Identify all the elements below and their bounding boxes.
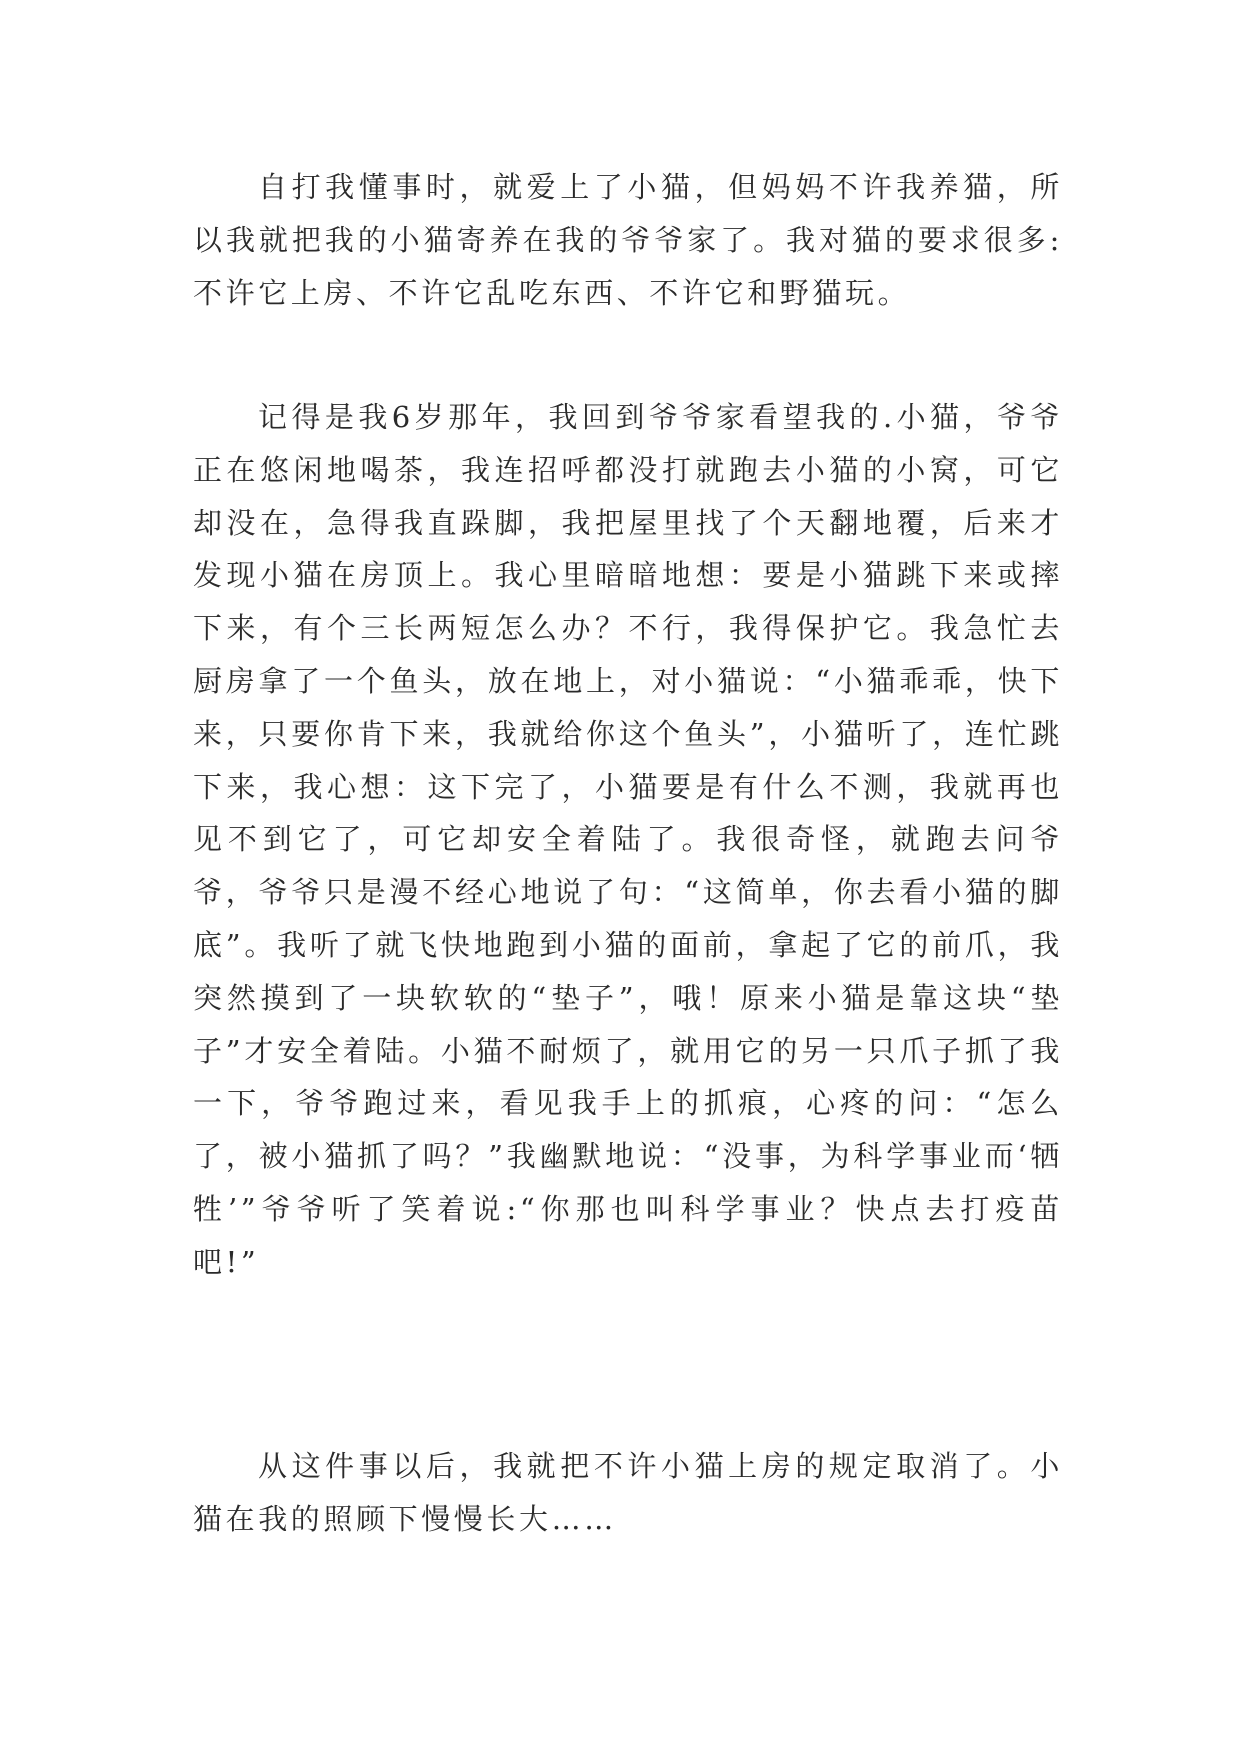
paragraph-3: 从这件事以后，我就把不许小猫上房的规定取消了。小猫在我的照顾下慢慢长大…… [193,1449,1063,1536]
paragraph-1: 自打我懂事时，就爱上了小猫，但妈妈不许我养猫，所以我就把我的小猫寄养在我的爷爷家了。我对猫的要求很多:不许它上房、不许它乱吃东西、不许它和野猫玩。 [193,170,1063,310]
paragraph-2: 记得是我6岁那年，我回到爷爷家看望我的.小猫，爷爷正在悠闲地喝茶，我连招呼都没打就跑去小猫的小窝，可它却没在，急得我直跺脚，我把屋里找了个天翻地覆，后来才发现小猫在房顶上。我心里暗暗地想：要是小猫跳下来或摔下来，有个三长两短怎么办？不行，我得保护它。我急忙去厨房拿了一个鱼头，放在地上，对小猫说：“小猫乖乖，快下来，只要你肯下来，我就给你这个鱼头”，小猫听了，连忙跳下来，我心想：这下完了，小猫要是有什么不测，我就再也见不到它了，可它却安全着陆了。我很奇怪，就跑去问爷爷，爷爷只是漫不经心地说了句：“这简单，你去看小猫的脚底”。我听了就飞快地跑到小猫的面前，拿起了它的前爪，我突然摸到了一块软软的“垫子”，哦！原来小猫是靠这块“垫子”才安全着陆。小猫不耐烦了，就用它的另一只爪子抓了我一下，爷爷跑过来，看见我手上的抓痕，心疼的问：“怎么了，被小猫抓了吗？”我幽默地说：“没事，为科学事业而‘牺牲’”爷爷听了笑着说:“你那也叫科学事业？快点去打疫苗吧!” [193,400,1063,1279]
